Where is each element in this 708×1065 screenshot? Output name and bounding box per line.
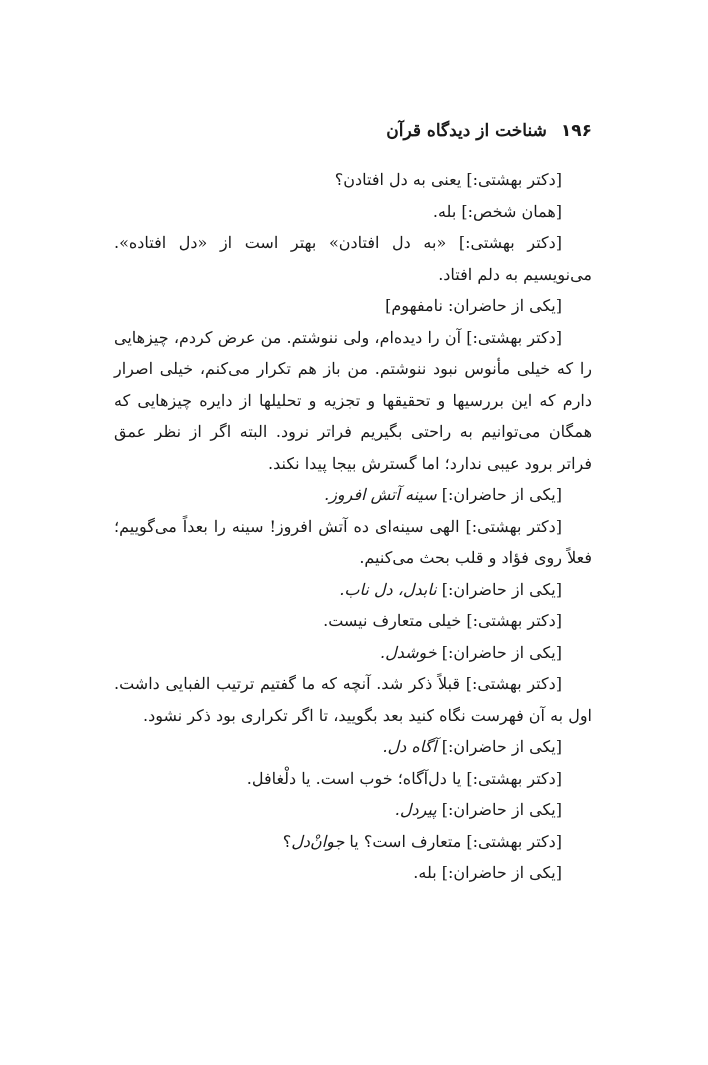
italic-response: جوانْ‌دل xyxy=(291,831,345,851)
paragraph: [یکی از حاضران: نامفهوم] xyxy=(385,296,562,315)
paragraph: [دکتر بهشتی:] خیلی متعارف نیست. xyxy=(323,611,562,630)
page-header xyxy=(386,121,592,141)
speaker-label: [یکی از حاضران:] xyxy=(436,485,562,504)
italic-response: پیردل. xyxy=(394,800,437,819)
paragraph xyxy=(114,731,592,763)
paragraph: [دکتر بهشتی:] یعنی به دل افتادن؟ xyxy=(334,170,562,189)
speaker-label: [دکتر بهشتی:] متعارف است؟ یا xyxy=(344,831,562,851)
paragraph: [همان شخص:] بله. xyxy=(432,201,562,221)
paragraph: [دکتر بهشتی:] آن را دیده‌ام، ولی ننوشتم. من عرض کردم، چیزهایی را که خیلی مأنوس نبود ننوشتم. من باز هم تکرار می‌کنم، خیلی اصرار دارم که این بررسیها و تحقیقها و تجزیه و تحلیلها از دایره چیزهایی که همگان می‌توانیم به راحتی بگیریم فراتر نرود. البته اگر از نظر عمق فراتر برود عیبی ندارد؛ اما گسترش بیجا پیدا نکند. xyxy=(114,327,592,473)
paragraph: [دکتر بهشتی:] الهی سینه‌ای ده آتش افروز! سینه را بعداً می‌گوییم؛ فعلاً روی فؤاد و قلب بحث می‌کنیم. xyxy=(114,516,592,567)
paragraph xyxy=(114,479,592,511)
paragraph xyxy=(114,574,592,606)
speaker-label: [یکی از حاضران:] xyxy=(436,800,562,819)
page-body xyxy=(114,164,592,889)
paragraph xyxy=(114,794,592,826)
speaker-label: [یکی از حاضران:] xyxy=(436,737,562,756)
question-mark: ؟ xyxy=(282,831,292,851)
speaker-label: [یکی از حاضران:] xyxy=(436,642,562,662)
italic-response: سینه آتش افروز. xyxy=(324,485,437,504)
paragraph: [یکی از حاضران:] بله. xyxy=(413,863,562,882)
italic-response: نابدل، دل ناب. xyxy=(339,579,437,599)
italic-response: آگاه دل. xyxy=(382,737,437,756)
paragraph xyxy=(114,826,592,858)
page-number: ۱۹۶ xyxy=(560,121,592,141)
paragraph: [دکتر بهشتی:] «به دل افتادن» بهتر است از «دل افتاده». می‌نویسیم به دلم افتاد. xyxy=(114,233,592,284)
paragraph xyxy=(114,637,592,669)
italic-response: خوشدل. xyxy=(380,642,437,662)
paragraph: [دکتر بهشتی:] یا دل‌آگاه؛ خوب است. یا دلْغافل. xyxy=(246,768,562,788)
running-title: شناخت از دیدگاه قرآن xyxy=(386,121,547,141)
speaker-label: [یکی از حاضران:] xyxy=(436,579,562,599)
paragraph: [دکتر بهشتی:] قبلاً ذکر شد. آنچه که ما گفتیم ترتیب الفبایی داشت. اول به آن فهرست نگاه کنید بعد بگویید، تا اگر تکراری بود ذکر نشود. xyxy=(114,674,592,725)
